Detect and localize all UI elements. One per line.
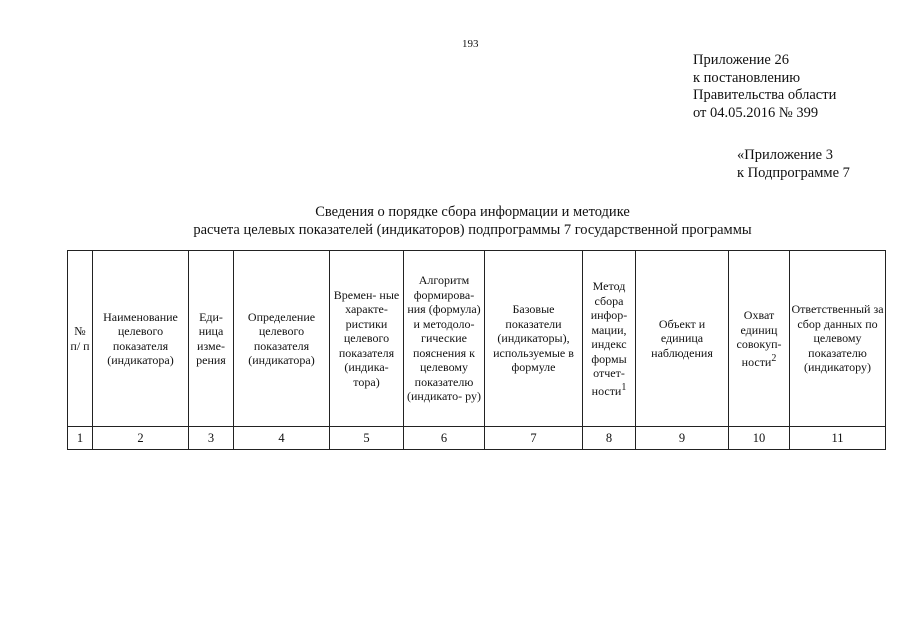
appendix-line: Правительства области (693, 87, 837, 103)
header-cell: Наименование целевого показателя (индикатора) (93, 251, 189, 427)
footnote-mark: 2 (771, 352, 777, 364)
table-cell: 7 (485, 427, 583, 450)
table-cell: 2 (93, 427, 189, 450)
title-line: расчета целевых показателей (индикаторов) подпрограммы 7 государственной программы (193, 222, 752, 238)
sub-appendix-block (737, 147, 850, 182)
table-cell: 5 (330, 427, 404, 450)
header-text: Охват единиц совокуп- ности (736, 308, 782, 369)
table-cell: 4 (234, 427, 330, 450)
header-cell: Еди- ница изме- рения (189, 251, 234, 427)
header-cell (583, 251, 636, 427)
appendix-line: к постановлению (693, 69, 801, 86)
table-cell: 6 (404, 427, 485, 450)
table-cell: 8 (583, 427, 636, 450)
table-row (68, 427, 886, 450)
table-cell: 9 (636, 427, 729, 450)
header-cell: Ответственный за сбор данных по целевому показателю (индикатору) (790, 251, 886, 427)
sub-appendix-line: к Подпрограмме 7 (737, 164, 850, 181)
table-header-row (68, 251, 886, 427)
header-cell: № п/ п (68, 251, 93, 427)
appendix-line: от 04.05.2016 № 399 (693, 104, 819, 121)
header-cell (729, 251, 790, 427)
footnote-mark: 1 (621, 381, 627, 393)
header-cell: Алгоритм формирова- ния (формула) и методоло- гические пояснения к целевому показателю (индикато- ру) (404, 251, 485, 427)
indicators-table (67, 250, 886, 450)
table-cell: 10 (729, 427, 790, 450)
table-cell: 3 (189, 427, 234, 450)
header-cell: Объект и единица наблюдения (636, 251, 729, 427)
document-title (160, 203, 785, 239)
title-line: Сведения о порядке сбора информации и методике (315, 204, 630, 220)
header-text: Метод сбора инфор- мации, индекс формы отчет- ности (590, 279, 628, 398)
table-cell: 1 (68, 427, 93, 450)
header-cell: Времен- ные характе- ристики целевого показателя (индика- тора) (330, 251, 404, 427)
appendix-block (693, 52, 836, 122)
page-number: 193 (462, 38, 479, 50)
sub-appendix-line: «Приложение 3 (737, 147, 833, 163)
appendix-line: Приложение 26 (693, 52, 789, 68)
header-cell: Базовые показатели (индикаторы), используемые в формуле (485, 251, 583, 427)
header-cell: Определение целевого показателя (индикатора) (234, 251, 330, 427)
table-cell: 11 (790, 427, 886, 450)
